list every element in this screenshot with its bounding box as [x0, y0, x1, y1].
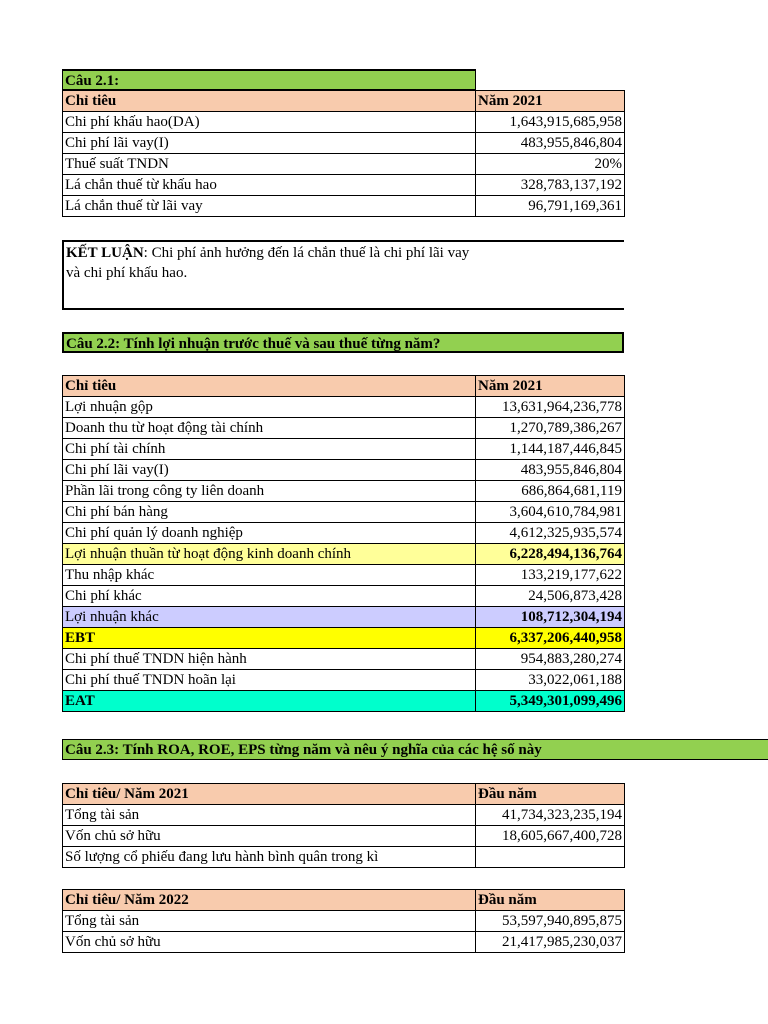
- table-row: [63, 439, 625, 460]
- row-value: 5,349,301,099,496: [476, 691, 625, 712]
- row-value: 24,506,873,428: [476, 586, 625, 607]
- row-label: Chi phí tài chính: [63, 439, 476, 460]
- row-value: 20%: [476, 154, 625, 175]
- row-value: 33,022,061,188: [476, 670, 625, 691]
- table-header-row: [63, 784, 625, 805]
- table-header-row: [63, 890, 625, 911]
- table-row: [63, 502, 625, 523]
- row-label: Lợi nhuận gộp: [63, 397, 476, 418]
- row-label: Thu nhập khác: [63, 565, 476, 586]
- row-label: Chi phí quản lý doanh nghiệp: [63, 523, 476, 544]
- q21-title: Câu 2.1:: [62, 69, 476, 90]
- row-label: Lá chắn thuế từ khấu hao: [63, 175, 476, 196]
- q22-table: [62, 375, 625, 712]
- table-row-other-profit: [63, 607, 625, 628]
- row-label: EBT: [63, 628, 476, 649]
- table-row: [63, 805, 625, 826]
- q23-table-2022: [62, 889, 625, 953]
- q22-title: Câu 2.2: Tính lợi nhuận trước thuế và sau thuế từng năm?: [62, 332, 624, 353]
- header-col: Đầu năm: [476, 784, 625, 805]
- row-label: Tổng tài sản: [63, 805, 476, 826]
- row-value: 4,612,325,935,574: [476, 523, 625, 544]
- row-value: 328,783,137,192: [476, 175, 625, 196]
- row-value: [476, 847, 625, 868]
- row-value: 6,228,494,136,764: [476, 544, 625, 565]
- table-row-ebt: [63, 628, 625, 649]
- table-row: [63, 586, 625, 607]
- row-label: Lợi nhuận thuần từ hoạt động kinh doanh chính: [63, 544, 476, 565]
- row-label: Vốn chủ sở hữu: [63, 932, 476, 953]
- row-label: Chi phí khác: [63, 586, 476, 607]
- row-label: Chi phí khấu hao(DA): [63, 112, 476, 133]
- conclusion-label: KẾT LUẬN: [66, 245, 144, 261]
- row-label: Số lượng cổ phiếu đang lưu hành bình quân trong kì: [63, 847, 476, 868]
- row-label: Tổng tài sản: [63, 911, 476, 932]
- row-value: 1,144,187,446,845: [476, 439, 625, 460]
- row-value: 1,270,789,386,267: [476, 418, 625, 439]
- conclusion-box: [62, 240, 624, 310]
- row-label: Thuế suất TNDN: [63, 154, 476, 175]
- row-value: 1,643,915,685,958: [476, 112, 625, 133]
- table-row: [63, 418, 625, 439]
- table-row-eat: [63, 691, 625, 712]
- table-header-row: [63, 376, 625, 397]
- table-row: [63, 112, 625, 133]
- row-value: 6,337,206,440,958: [476, 628, 625, 649]
- table-row: [63, 397, 625, 418]
- row-label: Lợi nhuận khác: [63, 607, 476, 628]
- table-row: [63, 932, 625, 953]
- row-value: 53,597,940,895,875: [476, 911, 625, 932]
- row-value: 954,883,280,274: [476, 649, 625, 670]
- row-label: Chi phí bán hàng: [63, 502, 476, 523]
- row-label: EAT: [63, 691, 476, 712]
- row-value: 21,417,985,230,037: [476, 932, 625, 953]
- row-label: Chi phí thuế TNDN hiện hành: [63, 649, 476, 670]
- row-value: 483,955,846,804: [476, 460, 625, 481]
- header-label: Chỉ tiêu/ Năm 2021: [63, 784, 476, 805]
- table-row-operating-profit: [63, 544, 625, 565]
- row-label: Chi phí thuế TNDN hoãn lại: [63, 670, 476, 691]
- header-label: Chỉ tiêu/ Năm 2022: [63, 890, 476, 911]
- row-value: 18,605,667,400,728: [476, 826, 625, 847]
- header-col: Đầu năm: [476, 890, 625, 911]
- table-row: [63, 565, 625, 586]
- table-row: [63, 523, 625, 544]
- table-header-row: [63, 91, 625, 112]
- table-row: [63, 670, 625, 691]
- table-row: [63, 826, 625, 847]
- row-value: 133,219,177,622: [476, 565, 625, 586]
- q23-table-2021: [62, 783, 625, 868]
- q21-table: [62, 90, 625, 217]
- table-row: [63, 481, 625, 502]
- row-value: 13,631,964,236,778: [476, 397, 625, 418]
- header-year: Năm 2021: [476, 91, 625, 112]
- header-year: Năm 2021: [476, 376, 625, 397]
- table-row: [63, 196, 625, 217]
- row-label: Chi phí lãi vay(I): [63, 133, 476, 154]
- row-value: 483,955,846,804: [476, 133, 625, 154]
- conclusion-text-2: và chi phí khấu hao.: [66, 265, 188, 281]
- table-row: [63, 175, 625, 196]
- row-value: 108,712,304,194: [476, 607, 625, 628]
- row-label: Chi phí lãi vay(I): [63, 460, 476, 481]
- row-label: Lá chắn thuế từ lãi vay: [63, 196, 476, 217]
- table-row: [63, 460, 625, 481]
- table-row: [63, 911, 625, 932]
- table-row: [63, 649, 625, 670]
- table-row: [63, 847, 625, 868]
- table-row: [63, 133, 625, 154]
- row-label: Phần lãi trong công ty liên doanh: [63, 481, 476, 502]
- row-label: Vốn chủ sở hữu: [63, 826, 476, 847]
- row-value: 3,604,610,784,981: [476, 502, 625, 523]
- table-row: [63, 154, 625, 175]
- row-value: 96,791,169,361: [476, 196, 625, 217]
- q23-title: Câu 2.3: Tính ROA, ROE, EPS từng năm và nêu ý nghĩa của các hệ số này: [62, 739, 768, 760]
- row-value: 41,734,323,235,194: [476, 805, 625, 826]
- row-value: 686,864,681,119: [476, 481, 625, 502]
- header-label: Chỉ tiêu: [63, 91, 476, 112]
- row-label: Doanh thu từ hoạt động tài chính: [63, 418, 476, 439]
- conclusion-text: : Chi phí ảnh hưởng đến lá chắn thuế là chi phí lãi vay: [143, 245, 470, 261]
- header-label: Chỉ tiêu: [63, 376, 476, 397]
